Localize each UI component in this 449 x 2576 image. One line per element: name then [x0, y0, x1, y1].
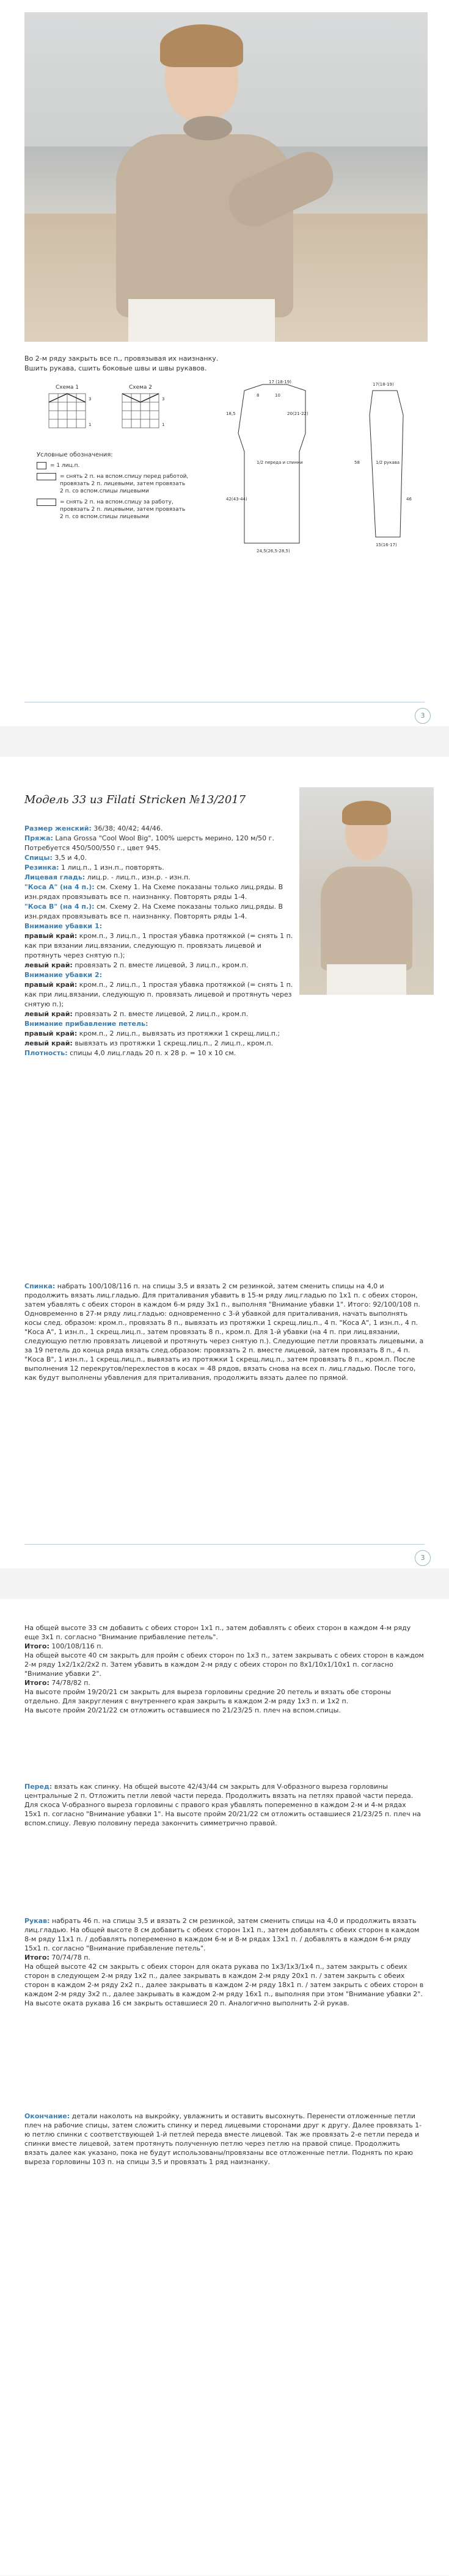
- pattern-num: 24,5(26,5-28,5): [257, 549, 290, 554]
- legend-title: Условные обозначения:: [37, 452, 113, 458]
- legend-text: = снять 2 п. на вспом.спицу перед работой, провязать 2 п. лицевыми, затем провязать 2 п. со вспом.спицы лицевыми: [60, 474, 189, 494]
- legend-text: = 1 лиц.п.: [50, 463, 80, 469]
- gauge-label: Плотность:: [24, 1049, 68, 1057]
- finish-label: Окончание:: [24, 2112, 70, 2120]
- pattern-num: 42(43-44): [226, 497, 247, 502]
- page-3: [0, 1599, 449, 2575]
- dec2-right-label: правый край:: [24, 981, 78, 989]
- size-value: 36/38; 40/42; 44/46.: [93, 824, 163, 832]
- model-hair: [342, 801, 391, 825]
- pattern-num: 18,5: [226, 411, 236, 416]
- yarn-value: Lana Grossa "Cool Wool Big", 100% шерсть мерино, 120 м/50 г.: [55, 834, 274, 842]
- footer-divider: [24, 1544, 425, 1545]
- consumption: Потребуется 450/500/550 г., цвет 945.: [24, 844, 161, 852]
- yarn-label: Пряжа:: [24, 834, 53, 842]
- pattern-num: 15(16-17): [376, 543, 397, 547]
- cable-b-value: см. Схему 2. На Схеме показаны только лиц.ряды. В изн.рядах провязывать все п. наизнанку. Повторять ряды 1-4.: [24, 903, 283, 920]
- sleeve-section: [24, 1916, 425, 2008]
- pattern-num: 20(21-22): [287, 411, 308, 416]
- inc-left-label: левый край:: [24, 1039, 73, 1047]
- total-value: 74/78/82 п.: [51, 1679, 90, 1687]
- model-hair: [160, 24, 243, 67]
- dec1-right: кром.п., 3 лиц.п., 1 простая убавка протяжкой (= снять 1 п. как при вязании лиц.вязании, следующую п. провязать лицевой и протянуть через снятую п.);: [24, 932, 293, 959]
- needles-label: Спицы:: [24, 854, 53, 862]
- intro-line: Вшить рукава, сшить боковые швы и швы рукавов.: [24, 364, 207, 372]
- page-2: [0, 757, 449, 1568]
- legend-item: [37, 462, 189, 469]
- pattern-num: 58: [354, 460, 360, 465]
- stst-value: лиц.р. - лиц.п., изн.р. - изн.п.: [87, 873, 191, 881]
- dec1-right-label: правый край:: [24, 932, 78, 940]
- dec1-title: Внимание убавки 1:: [24, 922, 102, 930]
- schema-2-label: Схема 2: [128, 384, 153, 391]
- page-number: 3: [415, 1550, 431, 1566]
- size-label: Размер женский:: [24, 824, 92, 832]
- pattern-drawing: [220, 378, 428, 555]
- inc-title: Внимание прибавление петель:: [24, 1020, 148, 1028]
- schema-2-grid: [110, 391, 171, 433]
- svg-text:3: 3: [162, 397, 165, 402]
- dec1-left-label: левый край:: [24, 961, 73, 969]
- stst-label: Лицевая гладь:: [24, 873, 86, 881]
- page-1: [0, 0, 449, 726]
- svg-text:1: 1: [162, 422, 165, 427]
- total-value: 100/108/116 п.: [51, 1642, 103, 1650]
- front-label: Перед:: [24, 1783, 53, 1791]
- inc-right: кром.п., 2 лиц.п., вывязать из протяжки 1 скрещ.лиц.п.;: [79, 1030, 280, 1037]
- svg-text:3: 3: [89, 397, 92, 402]
- svg-text:1: 1: [89, 422, 92, 427]
- cable-b-label: "Коса В" (на 4 п.):: [24, 903, 95, 911]
- dec2-title: Внимание убавки 2:: [24, 971, 102, 979]
- front-section: [24, 1782, 425, 1828]
- intro-line: Во 2-м ряду закрыть все п., провязывая их наизнанку.: [24, 355, 219, 363]
- pattern-num: 1/2 рукава: [376, 460, 400, 465]
- intro-text: [24, 354, 391, 373]
- front-text: вязать как спинку. На общей высоте 42/43/44 см закрыть для V-образного выреза горловины центральные 2 п. Отложить петли левой части переда. Продолжить вязать на петлях правой части переда. Для скоса V-образного выреза горловины с правого края убавлять попеременно в каждом 2-м и 4-м рядах 15х1 п. согласно "Внимание убавки 1". На высоте пройм 20/21/22 см отложить оставшиеся 21/23/25 п. плеч на вспом.спицу. Левую половину переда закончить симметрично правой.: [24, 1783, 422, 1827]
- model-photo-2: [299, 787, 434, 995]
- pattern-num: 1/2 переда и спинки: [257, 460, 303, 465]
- cable-front-icon: [37, 473, 56, 480]
- pattern-num: 10: [275, 393, 280, 398]
- schema-1-grid: [37, 391, 98, 433]
- back-label: Спинка:: [24, 1282, 56, 1290]
- dec2-left-label: левый край:: [24, 1010, 73, 1018]
- finish-text: детали наколоть на выкройку, увлажнить и оставить высохнуть. Перенести отложенные петли плеч на рабочие спицы, затем сложить спинку и перед лицевыми сторонами друг к другу. Далее провязать 1-ю петлю спинки с соответствующей 1-й петлей переда вместе лицевой. Так же провязать 2-е петли переда и спинки вместе лицевой, затем протянуть полученную петлю через петлю на правой спице. Продолжить вязать далее как указано, пока не будут использованы/провязаны все отложенные петли. Поднять по краю выреза горловины 103 п. на спицы 3,5 и провязать 1 ряд наизнанку.: [24, 2112, 422, 2166]
- dec2-right: кром.п., 2 лиц.п., 1 простая убавка протяжкой (= снять 1 п. как при лиц.вязании, следующую п. провязать лицевой и протянуть через снятую п.);: [24, 981, 293, 1008]
- rib-label: Резинка:: [24, 864, 59, 871]
- pattern-num: 8: [257, 393, 260, 398]
- total-value: 70/74/78 п.: [51, 1954, 90, 1961]
- sleeve-text-2: На общей высоте 42 см закрыть с обеих сторон для оката рукава по 1х3/1х3/1х4 п., затем закрыть с обеих сторон в следующем 2-м ряду 1х2 п., далее закрывать в каждом 2-м ряду 20х1 п. / затем закрыть с обеих сторон в каждом 2-м ряду 2х2 п., далее закрывать в каждом 2-м ряду 18х1 п. / затем закрыть с обеих сторон в каждом 2-м ряду 3х2 п., далее закрывать в каждом 2-м ряду 16х1 п., выполняя при этом "Внимание убавки 2". На высоте оката рукава 16 см закрыть оставшиеся 20 п. Аналогично выполнить 2-й рукав.: [24, 1963, 424, 2007]
- schemas-area: [24, 378, 428, 561]
- inc-right-label: правый край:: [24, 1030, 78, 1037]
- pattern-num: 17 (18-19): [269, 380, 291, 384]
- model-pants: [128, 299, 275, 342]
- model-sweater: [116, 134, 293, 317]
- legend-text: = снять 2 п. на вспом.спицу за работу, провязать 2 п. лицевыми, затем провязать 2 п. со вспом.спицы лицевыми: [60, 499, 186, 520]
- cable-a-label: "Коса А" (на 4 п.):: [24, 883, 95, 891]
- total-label: Итого:: [24, 1679, 49, 1687]
- dec1-left: провязать 2 п. вместе лицевой, 3 лиц.п., кром.п.: [75, 961, 249, 969]
- needles-value: 3,5 и 4,0.: [54, 854, 87, 862]
- page-title: Модель 33 из Filati Stricken №13/2017: [24, 793, 246, 806]
- spec-block: [24, 824, 293, 1058]
- schema-2: [110, 384, 171, 436]
- model-sweater: [321, 867, 412, 970]
- back-continued: [24, 1623, 425, 1715]
- paragraph: На общей высоте 33 см добавить с обеих сторон 1х1 п., затем добавлять с обеих сторон в каждом 4-м ряду еще 3х1 п. согласно "Внимание прибавление петель".: [24, 1624, 411, 1641]
- model-photo-1: [24, 12, 428, 342]
- pattern-num: 17(18-19): [373, 382, 394, 387]
- back-section: [24, 1282, 425, 1382]
- paragraph: На общей высоте 40 см закрыть для пройм с обеих сторон по 1х3 п., затем закрывать с обеих сторон в каждом 2-м ряду 1х2/1х2/2х2 п. Затем убавить в каждом 2-м ряду с обеих сторон по 8х1/10х1/10х1 п. согласно "Внимание убавки 2".: [24, 1651, 424, 1678]
- legend-item: [37, 499, 189, 521]
- cable-back-icon: [37, 499, 56, 506]
- rib-value: 1 лиц.п., 1 изн.п., повторять.: [61, 864, 164, 871]
- sleeve-text: набрать 46 п. на спицы 3,5 и вязать 2 см резинкой, затем сменить спицы на 4,0 и продолжить вязать лиц.гладью. На общей высоте 8 см добавить с обеих сторон 1х1 п., затем добавлять с обеих сторон в каждом 8-м ряду 11х1 п. / добавлять попеременно в каждом 6-м и 8-м рядах 13х1 п. / добавлять в каждом 6-м ряду 15х1 п. согласно "Внимание прибавление петель".: [24, 1917, 420, 1952]
- back-text: набрать 100/108/116 п. на спицы 3,5 и вязать 2 см резинкой, затем сменить спицы на 4,0 и продолжить вязать лиц.гладью. Для приталивания убавить в 15-м ряду лиц.гладью по 1х1 п. с обеих сторон, затем убавлять с обеих сторон в каждом 6-м ряду 3х1 п., выполняя "Внимание убавки 1". Итого: 92/100/108 п. Одновременно в 27-м ряду лиц.гладью: одновременно с 3-й убавкой для приталивания, начать выполнять косы след. образом: кром.п., провязать 8 п., вывязать из протяжки 1 скрещ.лиц.п., 4 п. "Коса А", 1 изн.п., 4 п. "Коса А", 1 изн.п., 1 скрещ.лиц.п., затем провязать 8 п., кром.п. Для 1-й убавки (на 4 п. при лиц.вязании, следующую петлю провязать лицевой и протянуть через снятую п.). Следующие петли провязать лицевыми, а за 19 петель до конца ряда вязать след.образом: провязать 2 п. вместе лицевой, затем провязать 8 п., 4 п. "Коса В", 1 изн.п., 1 скрещ.лиц.п., вывязать из протяжки 1 скрещ.лиц.п., затем провязать 8 п., кром.п. После выполнения 12 перекрутов/перехлестов в косах = 48 рядов, вязать снова на всех п. лиц.гладью. После того, как будут выполнены убавления для приталивания, продолжить вязать далее по прямой.: [24, 1282, 424, 1382]
- page-number: 3: [415, 708, 431, 724]
- finishing-section: [24, 2112, 425, 2167]
- knit-symbol-icon: [37, 462, 46, 469]
- dec2-left: провязать 2 п. вместе лицевой, 2 лиц.п., кром.п.: [75, 1010, 249, 1018]
- gauge-value: спицы 4,0 лиц.гладь 20 п. х 28 р. = 10 х 10 см.: [70, 1049, 236, 1057]
- inc-left: вывязать из протяжки 1 скрещ.лиц.п., 2 лиц.п., кром.п.: [75, 1039, 274, 1047]
- model-pants: [327, 964, 406, 995]
- model-scarf: [183, 116, 232, 140]
- paragraph: На высоте пройм 20/21/22 см отложить оставшиеся по 21/23/25 п. плеч на вспом.спицы.: [24, 1706, 341, 1714]
- total-label: Итого:: [24, 1642, 49, 1650]
- paragraph: На высоте пройм 19/20/21 см закрыть для выреза горловины средние 20 петель и вязать обе стороны отдельно. Для закругления с внутреннего края закрыть в каждом 2-м ряду 1х3 п. и 1х2 п.: [24, 1688, 391, 1705]
- total-label: Итого:: [24, 1954, 49, 1961]
- schema-1-label: Схема 1: [55, 384, 79, 391]
- schema-1: [37, 384, 98, 436]
- legend: [37, 452, 189, 521]
- sleeve-label: Рукав:: [24, 1917, 50, 1925]
- cable-a-value: см. Схему 1. На Схеме показаны только лиц.ряды. В изн.рядах провязывать все п. наизнанку. Повторять ряды 1-4.: [24, 883, 283, 901]
- legend-item: [37, 473, 189, 495]
- pattern-num: 46: [406, 497, 412, 502]
